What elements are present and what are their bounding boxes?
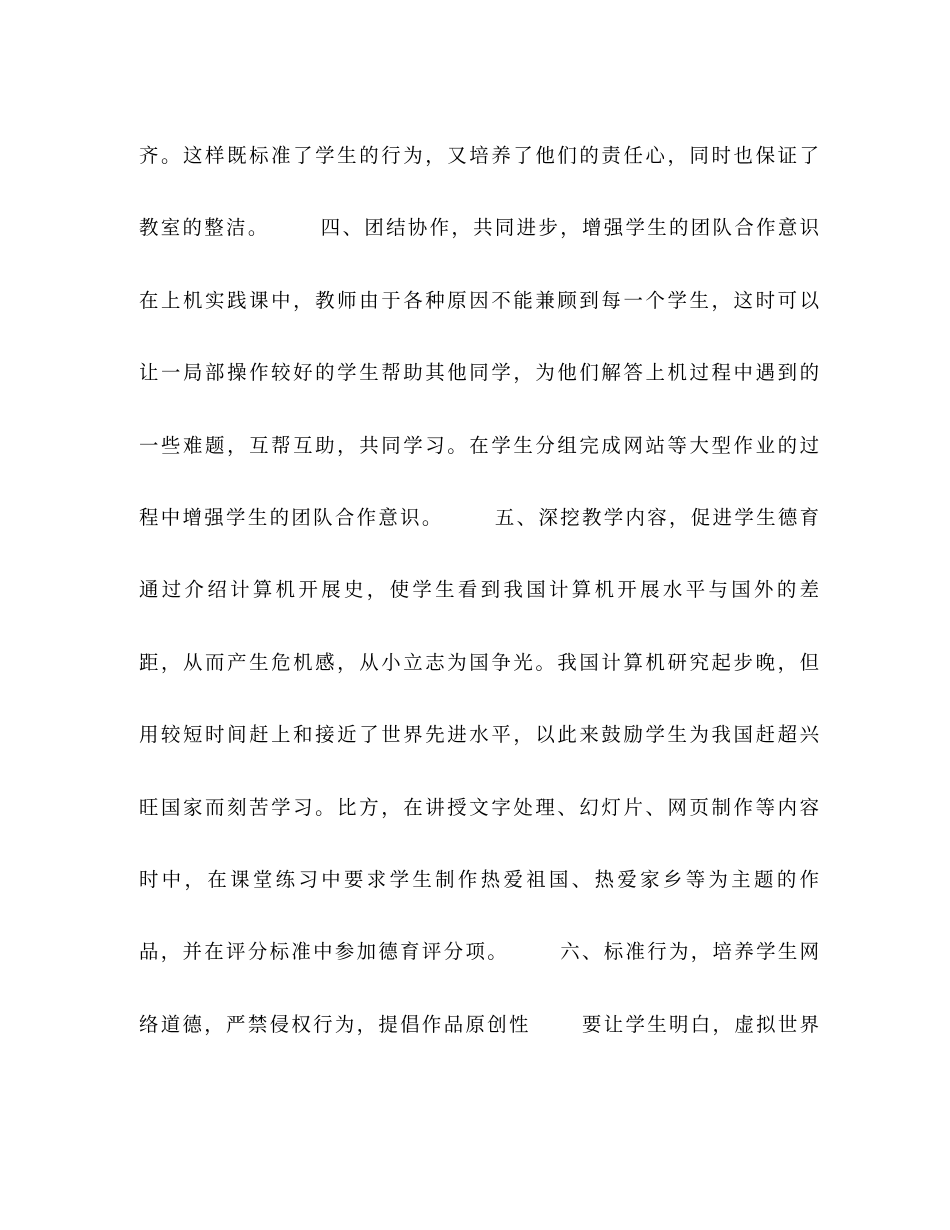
text-line: 齐。这样既标准了学生的行为，又培养了他们的责任心，同时也保证了 [139,144,819,167]
body-text [139,136,819,1077]
text-line: 让一局部操作较好的学生帮助其他同学，为他们解答上机过程中遇到的 [139,361,819,385]
text-line: 用较短时间赶上和接近了世界先进水平，以此来鼓励学生为我国赶超兴 [139,723,819,747]
text-line: 距，从而产生危机感，从小立志为国争光。我国计算机研究起步晚，但 [139,650,819,674]
text-line: 通过介绍计算机开展史，使学生看到我国计算机开展水平与国外的差 [139,578,819,602]
text-line: 品，并在评分标准中参加德育评分项。 六、标准行为，培养学生网 [139,940,819,964]
text-line: 旺国家而刻苦学习。比方，在讲授文字处理、幻灯片、网页制作等内容 [139,795,819,819]
text-line: 程中增强学生的团队合作意识。 五、深挖教学内容，促进学生德育 [139,505,819,529]
text-line: 教室的整洁。 四、团结协作，共同进步，增强学生的团队合作意识 [139,216,819,240]
text-line: 络道德，严禁侵权行为，提倡作品原创性 要让学生明白，虚拟世界 [139,1012,819,1036]
text-line: 时中，在课堂练习中要求学生制作热爱祖国、热爱家乡等为主题的作 [139,867,819,891]
text-line: 在上机实践课中，教师由于各种原因不能兼顾到每一个学生，这时可以 [139,288,819,312]
text-line: 一些难题，互帮互助，共同学习。在学生分组完成网站等大型作业的过 [139,433,819,457]
